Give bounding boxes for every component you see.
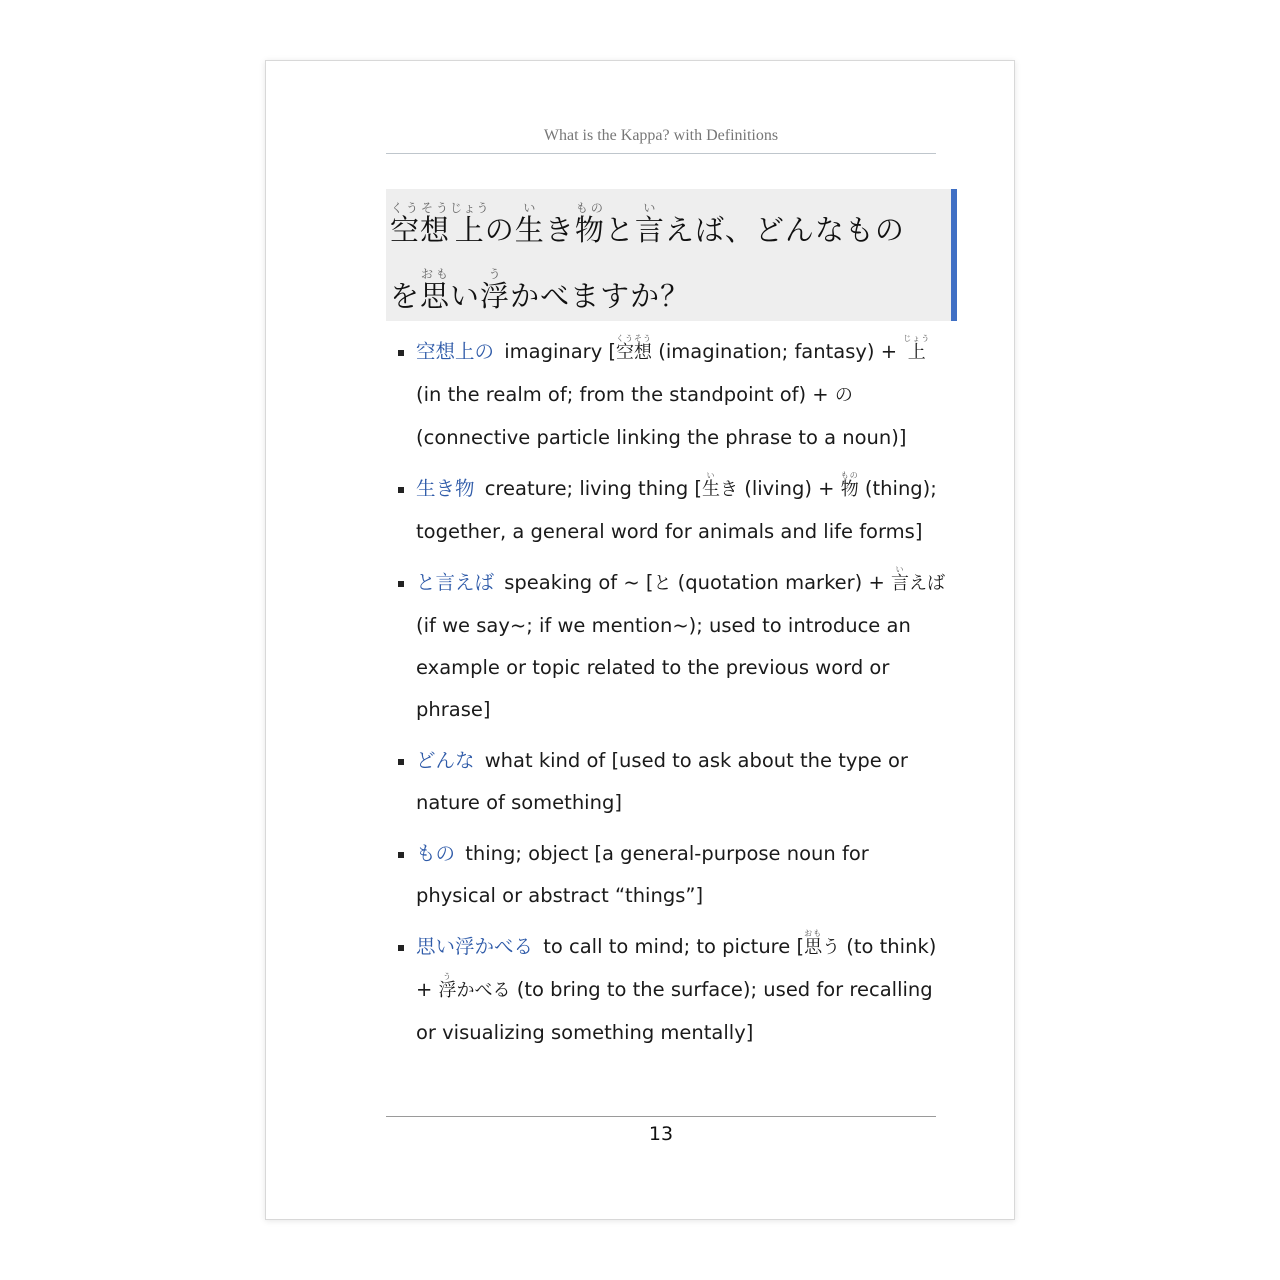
japanese-word xyxy=(804,929,823,958)
question-kana: き xyxy=(544,213,575,247)
furigana: い xyxy=(634,201,665,215)
definition-item xyxy=(392,740,952,824)
ruby-word: 浮う xyxy=(438,972,457,1001)
japanese-word xyxy=(840,471,859,500)
japanese-word xyxy=(702,471,721,500)
question-kana: えば、どんなもの xyxy=(664,213,905,247)
furigana: くうそう xyxy=(390,201,450,215)
question-kanji: 思おも xyxy=(420,267,451,313)
ruby-word: 思おも xyxy=(804,929,823,958)
furigana: う xyxy=(438,972,457,981)
footer-rule xyxy=(386,1116,936,1117)
japanese-word: えば xyxy=(909,573,946,594)
ruby-word: 上じょう xyxy=(903,334,931,363)
header-rule xyxy=(386,153,936,154)
ruby-word: 生い xyxy=(702,471,721,500)
vocab-term: 生き物 xyxy=(416,477,475,500)
furigana: う xyxy=(480,267,511,281)
definition-text: (to bring to the surface); used for recalling or visualizing something mentally] xyxy=(416,978,933,1044)
definition-text: thing; object [a general-purpose noun for physical or abstract “things”] xyxy=(416,842,869,907)
vocab-term: 思い浮かべる xyxy=(416,935,534,958)
question-kana: かべますか？ xyxy=(510,279,691,313)
definition-text: (to think) + xyxy=(416,935,937,1001)
question-kana: い xyxy=(450,279,481,313)
definition-text: what kind of [used to ask about the type or nature of something] xyxy=(416,749,908,814)
running-head: What is the Kappa? with Definitions xyxy=(543,127,779,144)
japanese-word: う xyxy=(822,937,841,958)
japanese-word: と xyxy=(653,573,672,594)
furigana: い xyxy=(891,565,910,574)
question-kanji: 上じょう xyxy=(450,201,490,247)
definition-list xyxy=(392,331,952,1063)
question-kanji: 物もの xyxy=(574,201,605,247)
japanese-word: き xyxy=(720,479,739,500)
japanese-word xyxy=(903,334,931,363)
definition-text: (living) + xyxy=(738,477,841,500)
furigana: じょう xyxy=(903,334,931,343)
ruby-word: 言い xyxy=(891,565,910,594)
definition-item xyxy=(392,331,952,459)
furigana: じょう xyxy=(450,201,490,215)
definition-item xyxy=(392,562,952,731)
question-line-2 xyxy=(390,267,690,315)
furigana: くうそう xyxy=(616,334,653,343)
furigana: おも xyxy=(420,267,451,281)
vocab-term: と言えば xyxy=(416,571,495,594)
question-kanji: 言い xyxy=(634,201,665,247)
japanese-word: かべる xyxy=(456,980,511,1001)
question-line-1 xyxy=(390,201,905,249)
definition-text: imaginary [ xyxy=(498,340,617,363)
definition-text: to call to mind; to picture [ xyxy=(537,935,805,958)
definition-item xyxy=(392,468,952,553)
question-kanji: 生い xyxy=(514,201,545,247)
definition-text: (if we say~; if we mention~); used to introduce an example or topic related to the previous word or phrase] xyxy=(416,614,911,721)
vocab-term: どんな xyxy=(416,749,475,772)
furigana: もの xyxy=(574,201,605,215)
japanese-word xyxy=(438,972,457,1001)
furigana: もの xyxy=(840,471,859,480)
definition-text: (imagination; fantasy) + xyxy=(652,340,904,363)
vocab-term: もの xyxy=(416,842,456,865)
question-kanji: 空想くうそう xyxy=(390,201,451,247)
definition-text: (quotation marker) + xyxy=(671,571,892,594)
definition-item xyxy=(392,833,952,917)
definition-text: (in the realm of; from the standpoint of) + xyxy=(416,383,835,406)
definition-text: (thing); together, a general word for animals and life forms] xyxy=(416,477,937,543)
question-kana: と xyxy=(604,213,635,247)
furigana: い xyxy=(702,471,721,480)
definition-item xyxy=(392,926,952,1054)
furigana: おも xyxy=(804,929,823,938)
ruby-word: 空想くうそう xyxy=(616,334,653,363)
furigana: い xyxy=(514,201,545,215)
question-kana: の xyxy=(484,213,515,247)
ruby-word: 物もの xyxy=(840,471,859,500)
book-page xyxy=(265,60,1015,1220)
japanese-word xyxy=(891,565,910,594)
question-kana: を xyxy=(390,279,421,313)
page-number: 13 xyxy=(648,1123,674,1145)
definition-text: speaking of ~ [ xyxy=(498,571,654,594)
question-box xyxy=(386,189,957,321)
japanese-word: の xyxy=(834,385,853,406)
definition-text: (connective particle linking the phrase to a noun)] xyxy=(416,426,907,449)
question-kanji: 浮う xyxy=(480,267,511,313)
vocab-term: 空想上の xyxy=(416,340,495,363)
definition-text: creature; living thing [ xyxy=(478,477,703,500)
japanese-word xyxy=(616,334,653,363)
